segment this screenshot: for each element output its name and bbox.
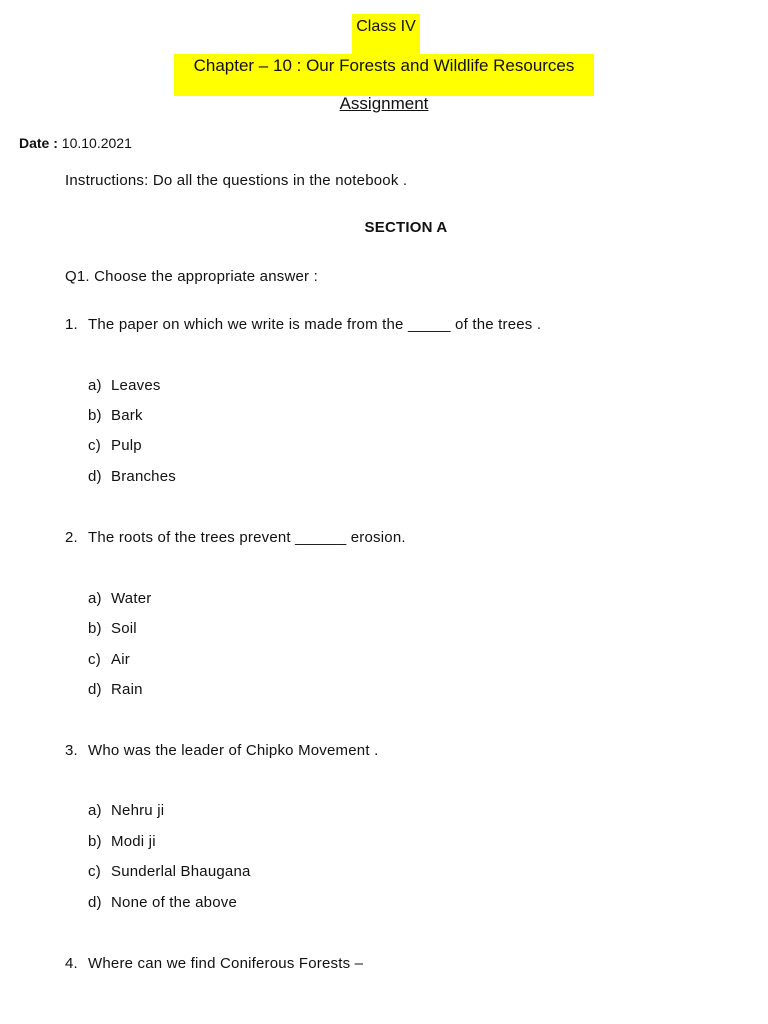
option bbox=[88, 590, 151, 607]
option-letter: d) bbox=[88, 681, 102, 698]
assignment-heading: Assignment bbox=[339, 94, 429, 113]
option-letter: d) bbox=[88, 468, 102, 485]
class-title: Class IV bbox=[352, 14, 420, 54]
option-text: Nehru ji bbox=[111, 802, 165, 819]
option-text: Leaves bbox=[111, 377, 161, 394]
option-letter: c) bbox=[88, 863, 101, 880]
option-text: Rain bbox=[111, 681, 143, 698]
q1-heading: Q1. Choose the appropriate answer : bbox=[65, 268, 318, 285]
option bbox=[88, 407, 143, 424]
instructions: Instructions: Do all the questions in the notebook . bbox=[65, 172, 408, 189]
option-letter: b) bbox=[88, 620, 102, 637]
option-letter: d) bbox=[88, 894, 102, 911]
option-text: None of the above bbox=[111, 894, 237, 911]
option-letter: a) bbox=[88, 802, 102, 819]
option-letter: b) bbox=[88, 407, 102, 424]
chapter-title: Chapter – 10 : Our Forests and Wildlife Resources bbox=[174, 54, 594, 96]
option bbox=[88, 468, 176, 485]
question-number: 4. bbox=[65, 955, 78, 972]
option bbox=[88, 833, 156, 850]
option-text: Bark bbox=[111, 407, 143, 424]
option bbox=[88, 437, 142, 454]
option-letter: c) bbox=[88, 437, 101, 454]
option bbox=[88, 681, 143, 698]
question-2 bbox=[65, 529, 406, 546]
option-text: Modi ji bbox=[111, 833, 156, 850]
option-text: Pulp bbox=[111, 437, 142, 454]
option-text: Water bbox=[111, 590, 152, 607]
date-line bbox=[19, 135, 132, 151]
option-letter: a) bbox=[88, 377, 102, 394]
option-text: Sunderlal Bhaugana bbox=[111, 863, 251, 880]
question-4 bbox=[65, 955, 363, 972]
option-letter: b) bbox=[88, 833, 102, 850]
question-text: Who was the leader of Chipko Movement . bbox=[88, 742, 379, 759]
section-heading: SECTION A bbox=[364, 219, 448, 236]
question-3 bbox=[65, 742, 378, 759]
option bbox=[88, 377, 161, 394]
question-number: 1. bbox=[65, 316, 78, 333]
date-label: Date : bbox=[19, 135, 58, 151]
option-text: Air bbox=[111, 651, 130, 668]
option-text: Soil bbox=[111, 620, 137, 637]
option bbox=[88, 651, 130, 668]
question-text: The paper on which we write is made from the _____ of the trees . bbox=[88, 316, 542, 333]
question-number: 2. bbox=[65, 529, 78, 546]
question-text: Where can we find Coniferous Forests – bbox=[88, 955, 364, 972]
option-letter: c) bbox=[88, 651, 101, 668]
option bbox=[88, 863, 251, 880]
question-number: 3. bbox=[65, 742, 78, 759]
option-text: Branches bbox=[111, 468, 176, 485]
option bbox=[88, 802, 164, 819]
date-value: 10.10.2021 bbox=[61, 135, 132, 151]
question-text: The roots of the trees prevent ______ erosion. bbox=[88, 529, 406, 546]
question-1 bbox=[65, 316, 541, 333]
option-letter: a) bbox=[88, 590, 102, 607]
option bbox=[88, 894, 237, 911]
option bbox=[88, 620, 137, 637]
